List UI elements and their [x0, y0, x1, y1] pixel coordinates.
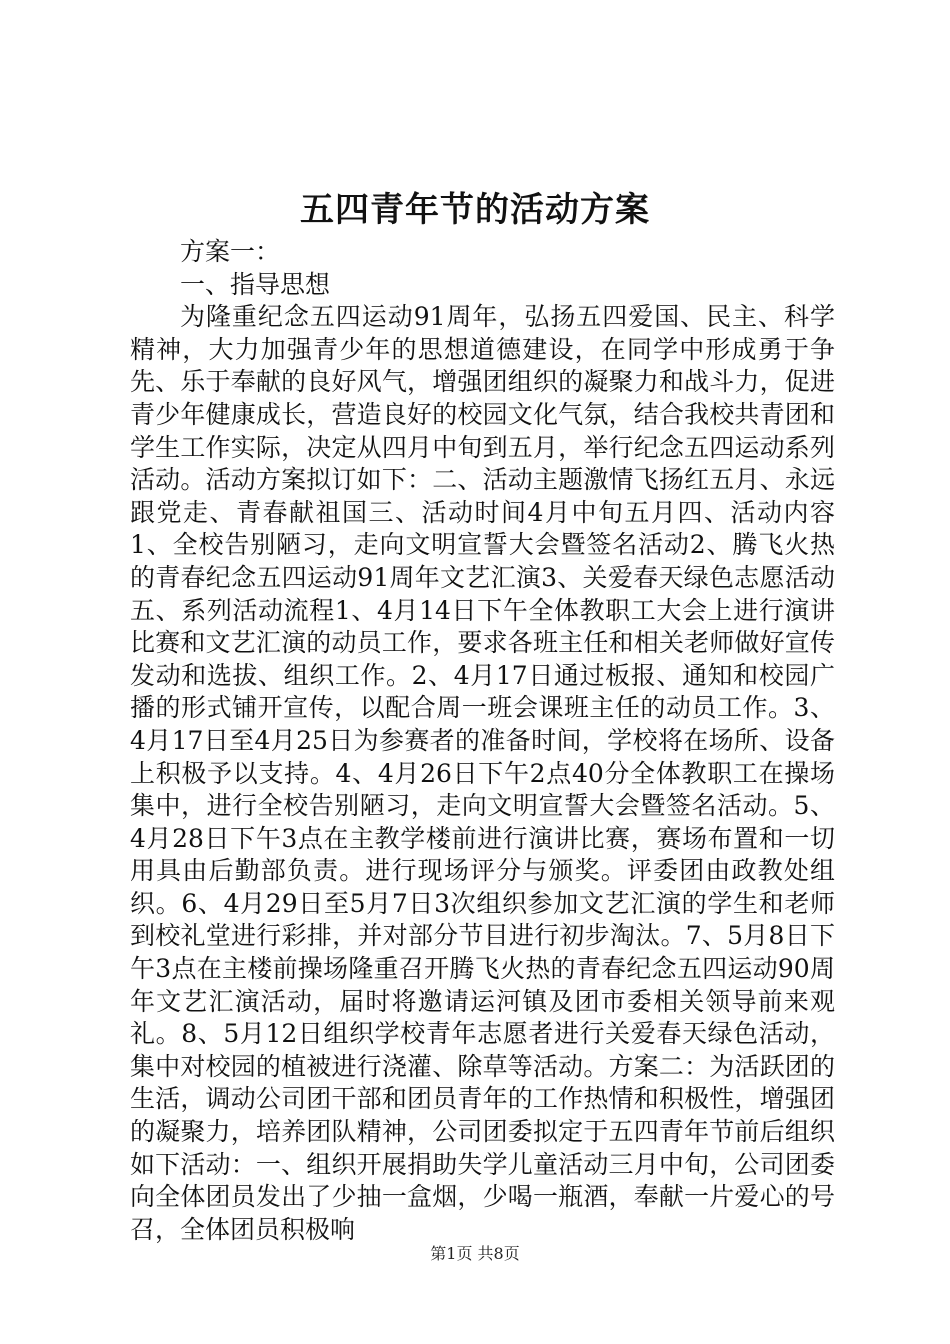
- document-body: [130, 236, 835, 1246]
- page-footer: 第1页 共8页: [430, 1244, 520, 1263]
- document-title: 五四青年节的活动方案: [300, 190, 650, 230]
- paragraph-plan-one-heading: 方案一：: [180, 237, 281, 266]
- paragraph-body: 为隆重纪念五四运动91周年，弘扬五四爱国、民主、科学精神，大力加强青少年的思想道德建设，在同学中形成勇于争先、乐于奉献的良好风气，增强团组织的凝聚力和战斗力，促进青少年健康成长，营造良好的校园文化气氛，结合我校共青团和学生工作实际，决定从四月中旬到五月，举行纪念五四运动系列活动。活动方案拟订如下：二、活动主题激情飞扬红五月、永远跟党走、青春献祖国三、活动时间4月中旬五月四、活动内容1、全校告别陋习，走向文明宣誓大会暨签名活动2、腾飞火热的青春纪念五四运动91周年文艺汇演3、关爱春天绿色志愿活动五、系列活动流程1、4月14日下午全体教职工大会上进行演讲比赛和文艺汇演的动员工作，要求各班主任和相关老师做好宣传发动和选拔、组织工作。2、4月17日通过板报、通知和校园广播的形式铺开宣传，以配合周一班会课班主任的动员工作。3、4月17日至4月25日为参赛者的准备时间，学校将在场所、设备上积极予以支持。4、4月26日下午2点40分全体教职工在操场集中，进行全校告别陋习，走向文明宣誓大会暨签名活动。5、4月28日下午3点在主教学楼前进行演讲比赛，赛场布置和一切用具由后勤部负责。进行现场评分与颁奖。评委团由政教处组织。6、4月29日至5月7日3次组织参加文艺汇演的学生和老师到校礼堂进行彩排，并对部分节目进行初步淘汰。7、5月8日下午3点在主楼前操场隆重召开腾飞火热的青春纪念五四运动90周年文艺汇演活动，届时将邀请运河镇及团市委相关领导前来观礼。8、5月12日组织学校青年志愿者进行关爱春天绿色活动，集中对校园的植被进行浇灌、除草等活动。方案二：为活跃团的生活，调动公司团干部和团员青年的工作热情和积极性，增强团的凝聚力，培养团队精神，公司团委拟定于五四青年节前后组织如下活动：一、组织开展捐助失学儿童活动三月中旬，公司团委向全体团员发出了少抽一盒烟，少喝一瓶酒，奉献一片爱心的号召，全体团员积极响: [130, 302, 835, 1244]
- paragraph-section-heading: 一、指导思想: [180, 269, 331, 299]
